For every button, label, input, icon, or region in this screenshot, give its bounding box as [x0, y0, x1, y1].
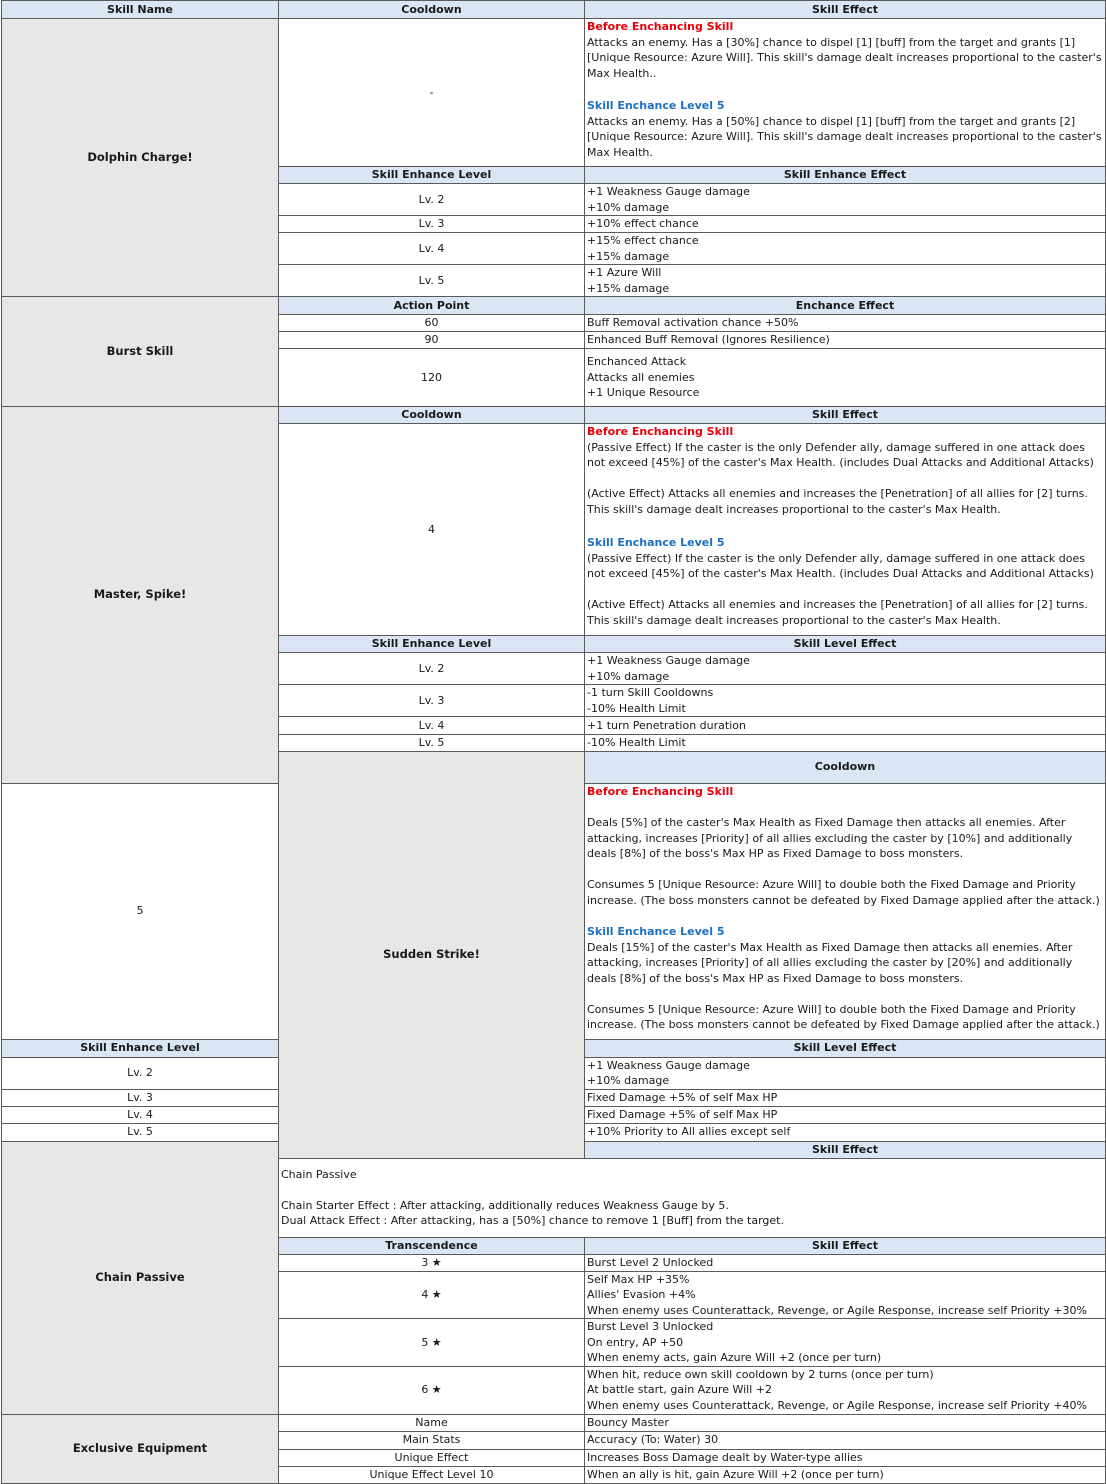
sudden-level-effect: Fixed Damage +5% of self Max HP [585, 1089, 1106, 1106]
transcendence-level: 3 ★ [279, 1254, 585, 1271]
skill-name-master: Master, Spike! [2, 407, 279, 784]
dolphin-level-effect: +15% effect chance +15% damage [585, 233, 1106, 265]
burst-ap: 120 [279, 349, 585, 407]
equipment-value: When an ally is hit, gain Azure Will +2 (once per turn) [585, 1466, 1106, 1483]
dolphin-level: Lv. 2 [279, 184, 585, 216]
sudden-level: Lv. 4 [2, 1106, 279, 1123]
sudden-cooldown: 5 [2, 783, 279, 1039]
sudden-level-effect-header: Skill Level Effect [585, 1039, 1106, 1057]
skill-name-dolphin: Dolphin Charge! [2, 19, 279, 297]
master-cooldown-header: Cooldown [279, 407, 585, 424]
sudden-level-header: Skill Enhance Level [2, 1039, 279, 1057]
equipment-value: Increases Boss Damage dealt by Water-type allies [585, 1449, 1106, 1466]
sudden-level: Lv. 2 [2, 1057, 279, 1089]
dolphin-cooldown: - [279, 19, 585, 167]
transcendence-level: 4 ★ [279, 1271, 585, 1319]
master-level-effect: +1 turn Penetration duration [585, 717, 1106, 735]
burst-ap: 60 [279, 315, 585, 332]
master-after-label: Skill Enchance Level 5 [587, 536, 725, 549]
exclusive-equipment-label: Exclusive Equipment [2, 1414, 279, 1483]
dolphin-level: Lv. 3 [279, 216, 585, 233]
chain-trans-effect-header: Skill Effect [585, 1237, 1106, 1254]
dolphin-effect-header: Skill Enhance Effect [585, 167, 1106, 184]
dolphin-level-effect: +1 Weakness Gauge damage +10% damage [585, 184, 1106, 216]
sudden-cooldown-header: Cooldown [585, 751, 1106, 783]
chain-effect-text: Chain Passive Chain Starter Effect : After attacking, additionally reduces Weakness Gauge by 5. Dual Attack Effect : After attacking, has a [50%] chance to remove 1 [Buff] from the target. [279, 1158, 1106, 1237]
dolphin-effect [585, 19, 1106, 167]
master-level-effect: +1 Weakness Gauge damage +10% damage [585, 653, 1106, 685]
equipment-key: Unique Effect [279, 1449, 585, 1466]
skill-table [1, 0, 1106, 1484]
dolphin-before-text: Attacks an enemy. Has a [30%] chance to dispel [1] [buff] from the target and grants [1] [Unique Resource: Azure Will]. This skill's damage dealt increases proportional to the caster's Max Health.. [587, 35, 1102, 80]
transcendence-effect: Burst Level 3 Unlocked On entry, AP +50 When enemy acts, gain Azure Will +2 (once per turn) [585, 1319, 1106, 1367]
dolphin-level-effect: +1 Azure Will +15% damage [585, 265, 1106, 297]
transcendence-effect: Self Max HP +35% Allies' Evasion +4% When enemy uses Counterattack, Revenge, or Agile Response, increase self Priority +30% [585, 1271, 1106, 1319]
sudden-before-text: Deals [5%] of the caster's Max Health as Fixed Damage then attacks all enemies. After attacking, increases [Priority] of all allies excluding the caster by [10%] and additionally deals [8%] of the boss's Max HP as Fixed Damage to boss monsters. Consumes 5 [Unique Resource: Azure Will] to double both the Fixed Damage and Priority increase. (The boss monsters cannot be defeated by Fixed Damage applied after the attack.) [587, 816, 1100, 907]
skill-name-sudden: Sudden Strike! [279, 751, 585, 1158]
chain-effect-header: Skill Effect [585, 1141, 1106, 1158]
master-effect-header: Skill Effect [585, 407, 1106, 424]
burst-ap: 90 [279, 332, 585, 349]
transcendence-level: 5 ★ [279, 1319, 585, 1367]
transcendence-level: 6 ★ [279, 1366, 585, 1414]
transcendence-effect: When hit, reduce own skill cooldown by 2 turns (once per turn) At battle start, gain Azure Will +2 When enemy uses Counterattack, Revenge, or Agile Response, increase self Priority +40% [585, 1366, 1106, 1414]
sudden-after-text: Deals [15%] of the caster's Max Health as Fixed Damage then attacks all enemies. After attacking, increases [Priority] of all allies excluding the caster by [20%] and additionally deals [8%] of the boss's Max HP as Fixed Damage to boss monsters. Consumes 5 [Unique Resource: Azure Will] to double both the Fixed Damage and Priority increase. (The boss monsters cannot be defeated by Fixed Damage applied after the attack.) [587, 940, 1100, 1031]
sudden-effect [585, 783, 1106, 1039]
master-after-text: (Passive Effect) If the caster is the only Defender ally, damage suffered in one attack does not exceed [45%] of the caster's Max Health. (includes Dual Attacks and Additional Attacks) (Active Effect) Attacks all enemies and increases the [Penetration] of all allies for [2] turns. This skill's damage dealt increases proportional to the caster's Max Health. [587, 551, 1094, 627]
equipment-value: Accuracy (To: Water) 30 [585, 1431, 1106, 1449]
burst-effect: Buff Removal activation chance +50% [585, 315, 1106, 332]
dolphin-after-text: Attacks an enemy. Has a [50%] chance to dispel [1] [buff] from the target and grants [2] [Unique Resource: Azure Will]. This skill's damage dealt increases proportional to the caster's Max Health. [587, 114, 1102, 159]
equipment-value: Bouncy Master [585, 1414, 1106, 1431]
burst-effect-header: Enchance Effect [585, 297, 1106, 315]
dolphin-level: Lv. 4 [279, 233, 585, 265]
burst-ap-header: Action Point [279, 297, 585, 315]
burst-effect: Enchanced Attack Attacks all enemies +1 Unique Resource [585, 349, 1106, 407]
transcendence-effect: Burst Level 2 Unlocked [585, 1254, 1106, 1271]
sudden-level: Lv. 5 [2, 1123, 279, 1141]
sudden-level: Lv. 3 [2, 1089, 279, 1106]
master-level-header: Skill Enhance Level [279, 636, 585, 653]
dolphin-level-effect: +10% effect chance [585, 216, 1106, 233]
dolphin-level: Lv. 5 [279, 265, 585, 297]
header-skill-name: Skill Name [2, 1, 279, 19]
dolphin-after-label: Skill Enchance Level 5 [587, 99, 725, 112]
master-level: Lv. 5 [279, 735, 585, 752]
master-cooldown: 4 [279, 424, 585, 636]
sudden-level-effect: +10% Priority to All allies except self [585, 1123, 1106, 1141]
master-before-text: (Passive Effect) If the caster is the only Defender ally, damage suffered in one attack does not exceed [45%] of the caster's Max Health. (includes Dual Attacks and Additional Attacks) (Active Effect) Attacks all enemies and increases the [Penetration] of all allies for [2] turns. This skill's damage dealt increases proportional to the caster's Max Health. [587, 440, 1094, 516]
equipment-key: Main Stats [279, 1431, 585, 1449]
master-before-label: Before Enchancing Skill [587, 425, 734, 438]
chain-trans-header: Transcendence [279, 1237, 585, 1254]
skill-name-burst: Burst Skill [2, 297, 279, 407]
master-level: Lv. 4 [279, 717, 585, 735]
burst-effect: Enhanced Buff Removal (Ignores Resilience) [585, 332, 1106, 349]
equipment-key: Unique Effect Level 10 [279, 1466, 585, 1483]
sudden-level-effect: +1 Weakness Gauge damage +10% damage [585, 1057, 1106, 1089]
sudden-level-effect: Fixed Damage +5% of self Max HP [585, 1106, 1106, 1123]
master-level-effect: -10% Health Limit [585, 735, 1106, 752]
sudden-before-label: Before Enchancing Skill [587, 784, 734, 798]
master-level-effect: -1 turn Skill Cooldowns -10% Health Limit [585, 685, 1106, 717]
skill-name-chain: Chain Passive [2, 1141, 279, 1414]
header-skill-effect: Skill Effect [585, 1, 1106, 19]
sudden-after-label: Skill Enchance Level 5 [587, 925, 725, 938]
master-level-effect-header: Skill Level Effect [585, 636, 1106, 653]
header-cooldown: Cooldown [279, 1, 585, 19]
dolphin-before-label: Before Enchancing Skill [587, 20, 734, 33]
equipment-key: Name [279, 1414, 585, 1431]
master-effect [585, 424, 1106, 636]
master-level: Lv. 2 [279, 653, 585, 685]
dolphin-level-header: Skill Enhance Level [279, 167, 585, 184]
master-level: Lv. 3 [279, 685, 585, 717]
